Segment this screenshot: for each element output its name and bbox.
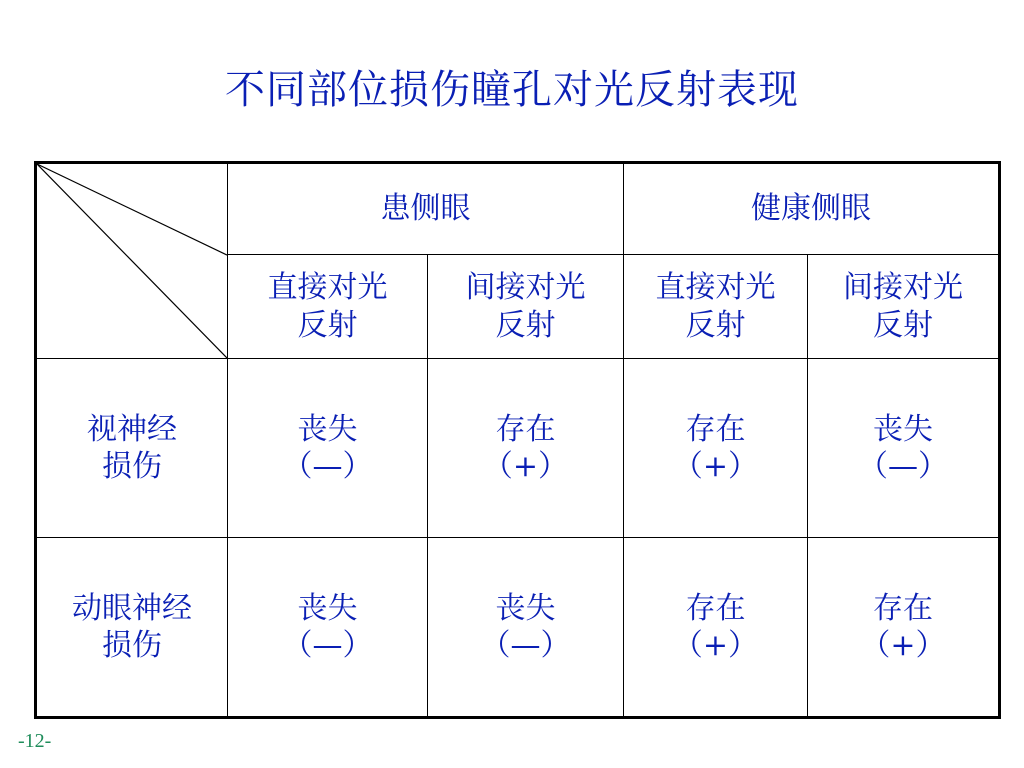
cell-symbol: （+） <box>672 628 759 663</box>
table-cell <box>624 359 808 538</box>
cell-label: 存在 <box>685 411 746 447</box>
cell-symbol: （+） <box>482 449 569 484</box>
subheader-line: 反射 <box>495 307 556 343</box>
row-header-line: 动眼神经 <box>72 590 192 626</box>
cell-symbol: （—） <box>282 449 373 484</box>
row-header-line: 损伤 <box>102 628 162 663</box>
group-header-healthy-eye: 健康侧眼 <box>624 163 1000 255</box>
subheader-line: 反射 <box>297 307 358 343</box>
row-header-line: 损伤 <box>102 449 162 484</box>
subheader-indirect-healthy <box>808 255 1000 359</box>
cell-symbol: （—） <box>480 628 571 663</box>
group-header-affected-eye: 患侧眼 <box>228 163 624 255</box>
subheader-line: 直接对光 <box>267 270 388 305</box>
subheader-line: 反射 <box>873 307 933 343</box>
cell-label: 丧失 <box>297 590 358 626</box>
subheader-line: 间接对光 <box>843 270 963 305</box>
page-title: 不同部位损伤瞳孔对光反射表现 <box>225 67 799 113</box>
table-cell <box>624 538 808 718</box>
subheader-line: 直接对光 <box>655 270 776 305</box>
cell-symbol: （+） <box>860 628 946 663</box>
cell-label: 丧失 <box>495 590 556 626</box>
cell-label: 存在 <box>495 411 556 447</box>
table-cell <box>808 538 1000 718</box>
table-cell <box>228 359 428 538</box>
table-cell <box>228 538 428 718</box>
subheader-line: 反射 <box>685 307 746 343</box>
row-header-optic-nerve <box>36 359 228 538</box>
table-cell <box>428 538 624 718</box>
table-row <box>36 538 1000 718</box>
cell-label: 丧失 <box>297 411 358 447</box>
subheader-direct-healthy <box>624 255 808 359</box>
subheader-direct-affected <box>228 255 428 359</box>
cell-label: 丧失 <box>873 411 933 447</box>
page-number: -12- <box>18 730 52 752</box>
subheader-line: 间接对光 <box>465 270 586 305</box>
reflex-table <box>34 161 1001 719</box>
row-header-oculomotor-nerve <box>36 538 228 718</box>
table-corner-cell <box>36 163 228 359</box>
diagonal-lines <box>37 164 227 358</box>
cell-symbol: （—） <box>282 628 373 663</box>
cell-symbol: （+） <box>672 449 759 484</box>
table-cell <box>808 359 1000 538</box>
table-row <box>36 359 1000 538</box>
table-cell <box>428 359 624 538</box>
cell-label: 存在 <box>873 590 933 626</box>
cell-label: 存在 <box>685 590 746 626</box>
cell-symbol: （—） <box>858 449 948 484</box>
subheader-indirect-affected <box>428 255 624 359</box>
row-header-line: 视神经 <box>87 411 177 447</box>
